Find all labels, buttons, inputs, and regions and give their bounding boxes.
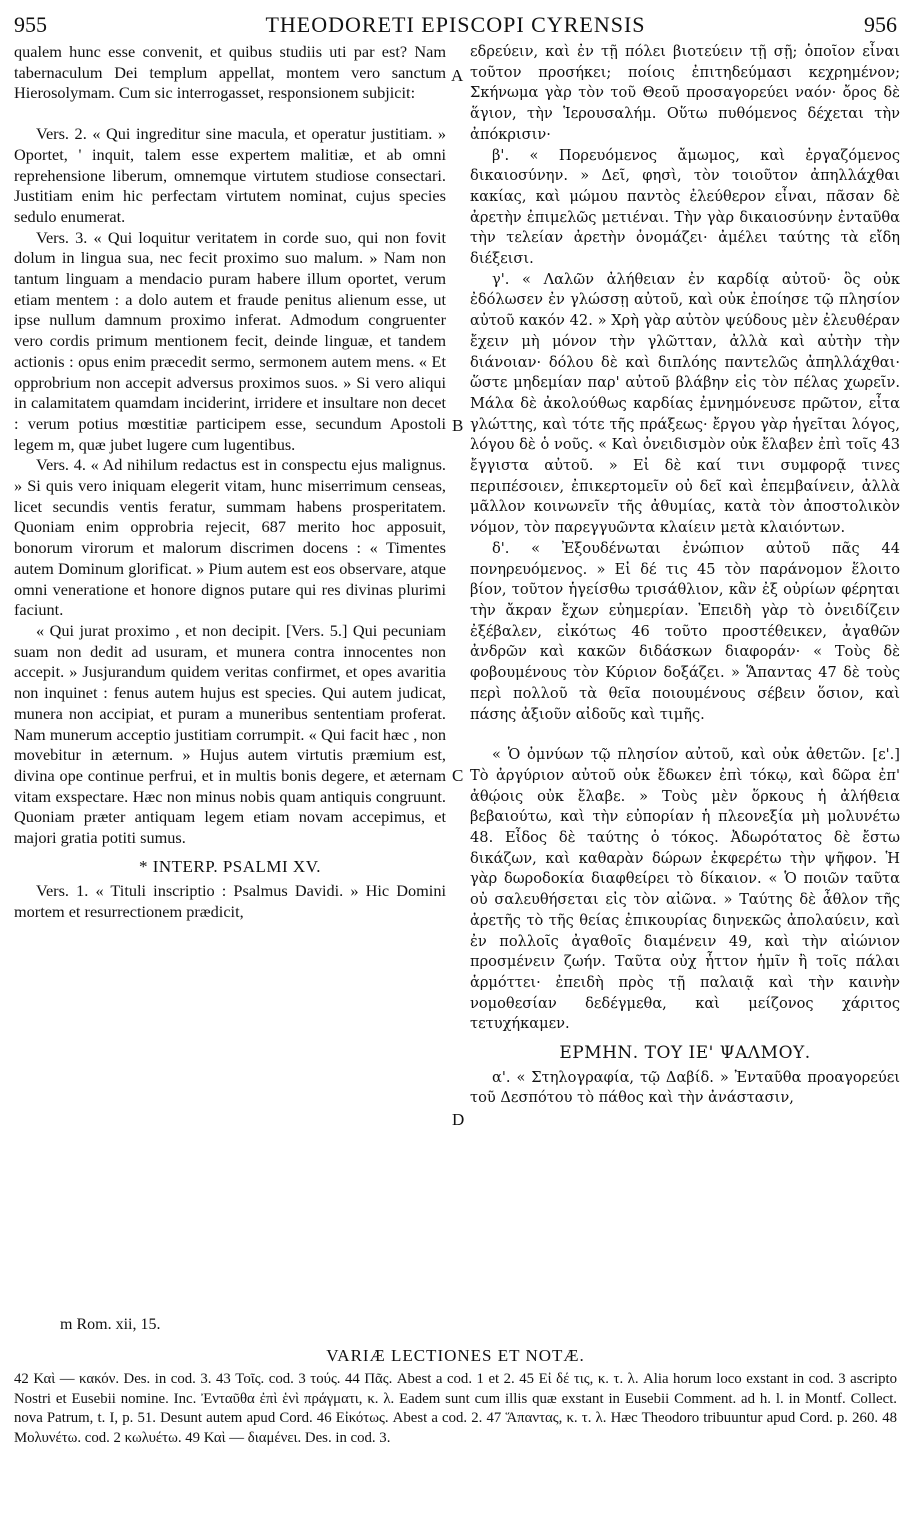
greek-paragraph: εδρεύειν, καὶ ἐν τῇ πόλει βιοτεύειν τῇ σῇ; ὁποῖον εἶναι τοῦτον προσήκει; ποίοις ἐπιτηδεύμασι κεχρημένον; Σκήνωμα γὰρ τὸν τοῦ Θεοῦ προσαγορεύει ναόν· ὄρος δὲ ἅγιον, τὴν Ἱερουσαλήμ. Οὕτω πυθόμενος δέχεται τὴν ἀπόκρισιν·: [470, 43, 900, 143]
page-number-right: 956: [864, 12, 897, 37]
latin-paragraph: « Qui jurat proximo , et non decipit. [Vers. 5.] Qui pecuniam suam non dedit ad usuram, et munera contra innocentes non accepit. » Jusjurandum quidem veritas confirmet, et opes avaritia non inquinet : fenus autem hujus est species. Qui autem judicat, munera non accipiat, et puram a muneribus sententiam proferat. Nam munerum acceptio justitiam corrumpit. « Qui facit hæc , non movebitur in æternum. » Hujus autem virtutis præmium est, divina ope continue perfrui, et in multis bonis degere, et æternam vitam exspectare. Hæc non minus nobis quam antiquis congruunt. Quoniam præter antiquam legem etiam novam accepimus, et majori gratia potiti sumus.: [14, 620, 446, 848]
running-title: THEODORETI EPISCOPI CYRENSIS: [265, 12, 646, 37]
greek-paragraph: α'. « Στηλογραφία, τῷ Δαβίδ. » Ἐνταῦθα προαγορεύει τοῦ Δεσπότου τὸ πάθος καὶ τὴν ἀνάστασιν,: [470, 1068, 900, 1107]
latin-paragraph: Vers. 1. « Tituli inscriptio : Psalmus Davidi. » Hic Domini mortem et resurrectionem prædicit,: [14, 881, 446, 922]
greek-section-heading: ΕΡΜΗΝ. ΤΟΥ ΙΕ' ΨΑΛΜΟΥ.: [559, 1043, 811, 1064]
margin-marker-b: B: [452, 416, 464, 435]
margin-marker-d: D: [452, 1110, 465, 1129]
latin-section-heading: * INTERP. PSALMI XV.: [138, 856, 322, 876]
page-number-left: 955: [14, 12, 47, 37]
latin-paragraph: Vers. 4. « Ad nihilum redactus est in conspectu ejus malignus. » Si quis vero iniquam elegerit vitam, hunc miserrimum censeas, licet secundis ventis feratur, summam habens prosperitatem. Quoniam enim opprobria rejecit, 687 merito hoc apposuit, bonorum virorum et malorum discrimen docens : « Timentes autem Dominum glorificat. » Pium autem est eos observare, atque omni veneratione et honore dignos putare qui res divinas plurimi faciunt.: [14, 455, 446, 620]
latin-paragraph: Vers. 2. « Qui ingreditur sine macula, et operatur justitiam. » Oportet, ' inquit, talem esse expertem malitiæ, et ab omni reprehensione liberum, omnemque virtutem studiose consectari. Justitiam enim hic perfectam virtutem nominat, cujus species sedulo enumerat.: [14, 124, 446, 226]
greek-paragraph: « Ὁ ὀμνύων τῷ πλησίον αὐτοῦ, καὶ οὐκ ἀθετῶν. [ε'.] Τὸ ἀργύριον αὐτοῦ οὐκ ἔδωκεν ἐπὶ τόκῳ, καὶ δῶρα ἐπ' ἀθῴοις οὐκ ἔλαβε. » Τοὺς μὲν ὅρκους ἡ ἀλήθεια βεβαιούτω, καὶ τὴν εὐπορίαν ἡ πλεονεξία μὴ μολυνέτω 48. Εἶδος δὲ ταύτης ὁ τόκος. Ἀδωρότατος δὲ ἔστω δικάζων, καὶ καθαρὰν δώρων ἐκφερέτω τὴν ψῆφον. Ἡ γὰρ δωροδοκία διαφθείρει τὸ δίκαιον. « Ὁ ποιῶν ταῦτα οὐ σαλευθήσεται εἰς τὸν αἰῶνα. » Ταύτης δὲ ἆθλον τῆς ἀρετῆς τὸ τῆς θείας ἐπικουρίας διηνεκῶς ἀπολαύειν, καὶ ἐν πολλοῖς ἀγαθοῖς διαμένειν 49, καὶ τὴν αἰώνιον προσμένειν ζωήν. Ταῦτα οὐχ ἧττον ἡμῖν ἢ τοῖς πάλαι ἁρμόττει· ἐπειδὴ πρὸς τῇ παλαιᾷ καὶ τὴν καινὴν νομοθεσίαν δεδέγμεθα, καὶ μείζονος χάριτος τετυχήκαμεν.: [470, 746, 900, 1033]
margin-marker-a: A: [451, 66, 464, 85]
margin-marker-c: C: [452, 766, 464, 785]
latin-paragraph: qualem hunc esse convenit, et quibus studiis uti par est? Nam tabernaculum Dei templum appellat, montem vero sanctum Hierosolymam. Cum sic interrogasset, responsionem subjicit:: [14, 42, 446, 103]
latin-column: [14, 42, 446, 923]
greek-paragraph: γ'. « Λαλῶν ἀλήθειαν ἐν καρδίᾳ αὐτοῦ· ὃς οὐκ ἐδόλωσεν ἐν γλώσσῃ αὐτοῦ, καὶ οὐκ ἐποίησε τῷ πλησίον αὐτοῦ κακόν 42. » Χρὴ γὰρ αὐτὸν ψεύδους μὲν ἐλευθέραν ἔχειν μὴ μόνον τὴν γλῶτταν, ἀλλὰ καὶ αὐτὴν τὴν διάνοιαν· δόλου δὲ καὶ διπλόης παντελῶς ἀπηλλάχθαι· ὥστε μηδεμίαν παρ' αὐτοῦ βλάβην εἰς τὸν πέλας χωρεῖν. Μάλα δὲ ἀκολούθως καρδίας ἐμνημόνευσε πρῶτον, εἶτα γλώττης, καὶ τότε τῆς πράξεως· ἔργου γὰρ ἡγεῖται λόγος, λόγου δὲ ὁ νοῦς. « Καὶ ὀνειδισμὸν οὐκ ἔλαβεν ἐπὶ τοῖς 43 ἔγγιστα αὐτοῦ. » Εἰ δὲ καί τινι συμφορᾷ τινες περιπέσοιεν, ἐπικερτομεῖν οὐ δεῖ καὶ ἐπεμβαίνειν, ἀλλὰ μᾶλλον κοινωνεῖν τῆς ἀθυμίας, κατὰ τὸν ἀποστολικὸν νόμον, τὸν παρεγγυῶντα κλαίειν μετὰ κλαιόντων.: [470, 270, 900, 537]
greek-column: [470, 42, 900, 1109]
running-header: [14, 8, 897, 40]
greek-paragraph: β'. « Πορευόμενος ἄμωμος, καὶ ἐργαζόμενος δικαιοσύνην. » Δεῖ, φησὶ, τὸν τοιοῦτον ἀπηλλάχθαι κακίας, καὶ μώμου παντὸς ἐλεύθερον εἶναι, πᾶσαν δὲ ἀρετὴν ἐπιμελῶς μετιέναι. Τὴν γὰρ δικαιοσύνην ἐνταῦθα τὴν τελείαν ἀρετὴν ὀνομάζει· ἀμέλει ταύτης τὰ εἴδη διέξεισι.: [470, 146, 900, 268]
notes-text: 42 Καὶ — κακόν. Des. in cod. 3. 43 Τοῖς. cod. 3 τούς. 44 Πᾶς. Abest a cod. 1 et 2. 45 Εἰ δέ τις, κ. τ. λ. Alia horum loco exstant in cod. 3 ascripto Nostri et Eusebii nomine. Inc. Ἐνταῦθα ἐπὶ ἑνὶ πράγματι, κ. λ. Eadem sunt cum illis quæ exstant in Eusebii Comment. ad h. l. in Montf. Collect. nova Patrum, t. I, p. 51. Desunt autem apud Cord. 46 Εἰκότως. Abest a cod. 2. 47 Ἅπαντας, κ. τ. λ. Hæc Theodoro tribuuntur apud Cord. p. 260. 48 Μολυνέτω. cod. 2 κωλυέτω. 49 Καὶ — διαμένει. Des. in cod. 3.: [14, 1371, 897, 1446]
notes-title: VARIÆ LECTIONES ET NOTÆ.: [326, 1346, 585, 1365]
notes-block: [14, 1370, 897, 1448]
latin-paragraph: Vers. 3. « Qui loquitur veritatem in corde suo, qui non fovit dolum in lingua sua, nec fecit proximo suo malum. » Nam non tantum linguam a mendacio puram habere illum oportet, verum etiam mentem : a dolo autem et fraude penitus alienum esse, ut ipse nullum damnum proximo inferat. Admodum congruenter vero cordis primum mentionem fecit, deinde linguæ, et tandem actionis : opus enim præcedit sermo, sermonem autem mens. « Et opprobrium non accepit adversus proximos suos. » Si vero aliqui in calamitatem quamdam inciderint, irridere et insultare non decet : verum potius mœstitiæ participem esse, secundum Apostoli legem m, quæ jubet lugere cum lugentibus.: [14, 227, 446, 454]
greek-paragraph: δ'. « Ἐξουδένωται ἐνώπιον αὐτοῦ πᾶς 44 πονηρευόμενος. » Εἰ δέ τις 45 τὸν παράνομον ἕλοιτο βίον, τοῦτον ἡγείσθω τρισάθλιον, κἂν ἐξ οὐρίων φέρηται τὴν ἄκραν ἔχων εὐημερίαν. Ἐπειδὴ γὰρ τὸ ὀνειδίζειν ἐξέβαλεν, εἰκότως 46 τοῦτο προστέθεικεν, ἀγαθῶν ἀνδρῶν καὶ κακῶν διδάσκων διαφοράν· « Τοὺς δὲ φοβουμένους τὸν Κύριον δοξάζει. » Ἅπαντας 47 δὲ τοὺς περὶ πολλοῦ τὰ θεῖα ποιουμένους σέβειν ὅσιον, καὶ πάσης ἀξιοῦν αἰδοῦς καὶ τιμῆς.: [470, 539, 900, 723]
footnote: m Rom. xii, 15.: [60, 1316, 161, 1333]
